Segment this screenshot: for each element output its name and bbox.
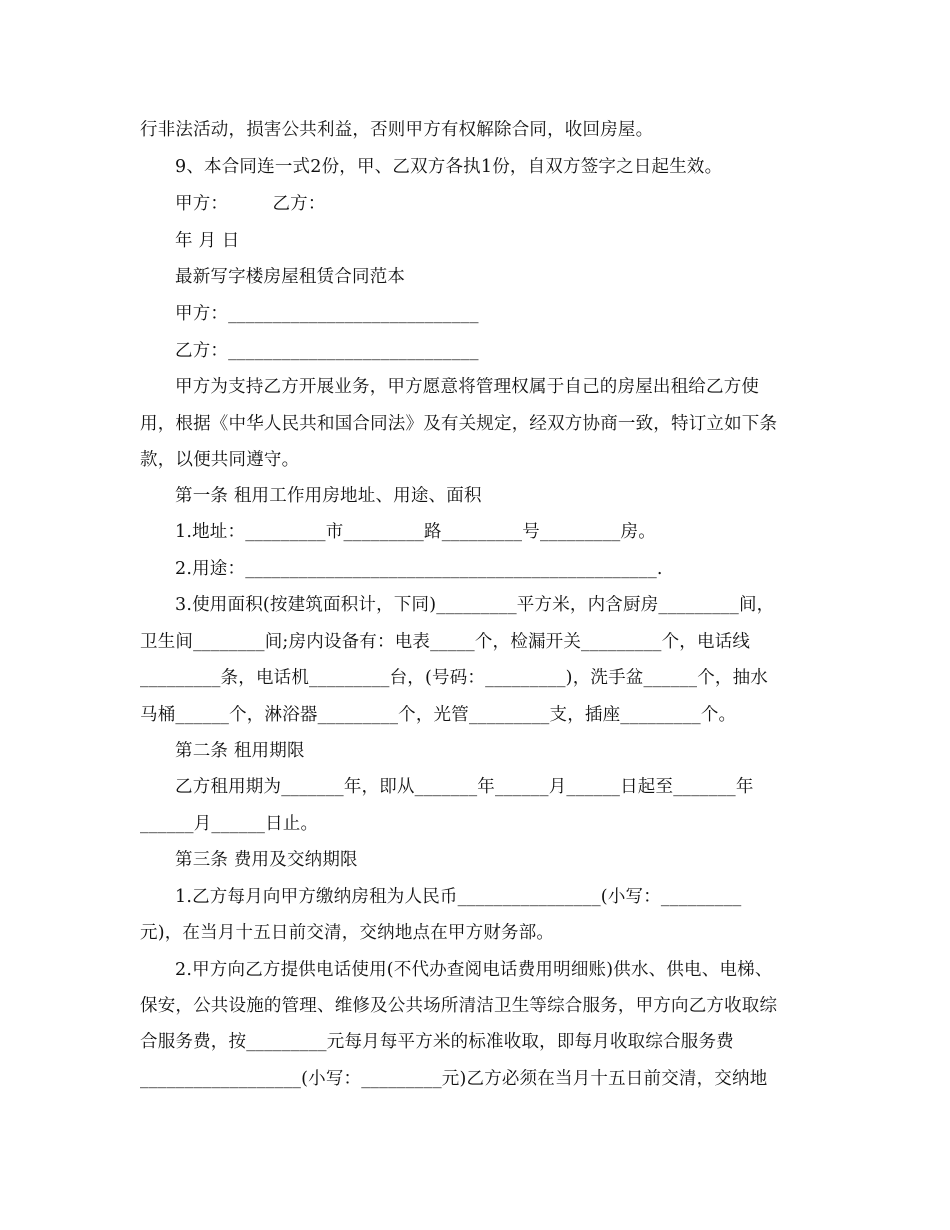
text-line: __________________(小写：_________元)乙方必须在当月十五日前交清，交纳地 [140,1069,768,1089]
text-line: 卫生间________间;房内设备有：电表_____个，检漏开关_________个，电话线 [140,632,751,652]
text-line: 行非法活动，损害公共利益，否则甲方有权解除合同，收回房屋。 [140,120,654,140]
document-title: 最新写字楼房屋租赁合同范本 [175,267,406,287]
text-line: ______月______日止。 [140,814,319,834]
text-line: 3.使用面积(按建筑面积计，下同)_________平方米，内含厨房_________间， [175,595,775,615]
article-1-heading: 第一条 租用工作用房地址、用途、面积 [175,486,482,506]
purpose-field: 2.用途：______________________________________________. [175,559,663,579]
party-b-field: 乙方：____________________________ [175,341,479,361]
article-3-heading: 第三条 费用及交纳期限 [175,850,358,870]
address-field: 1.地址：_________市_________路_________号_________房。 [175,522,656,542]
text-line: 用，根据《中华人民共和国合同法》及有关规定，经双方协商一致，特订立如下条 [140,414,778,434]
text-line: 保安，公共设施的管理、维修及公共场所清洁卫生等综合服务，甲方向乙方收取综 [140,996,778,1016]
article-2-heading: 第二条 租用期限 [175,741,305,761]
text-line: 款，以便共同遵守。 [140,450,300,470]
signature-parties: 甲方： 乙方： [175,194,326,214]
text-line: 乙方租用期为_______年，即从_______年______月______日起至_______年 [175,777,754,797]
text-line: 元)，在当月十五日前交清，交纳地点在甲方财务部。 [140,923,555,943]
party-a-field: 甲方：____________________________ [175,304,479,324]
text-line: 合服务费，按_________元每月每平方米的标准收取，即每月收取综合服务费 [140,1032,734,1052]
text-line: 甲方为支持乙方开展业务，甲方愿意将管理权属于自己的房屋出租给乙方使 [175,377,760,397]
clause-9: 9、本合同连一式2份，甲、乙双方各执1份，自双方签字之日起生效。 [175,157,723,177]
text-line: 1.乙方每月向甲方缴纳房租为人民币________________(小写：_________ [175,887,742,907]
text-line: 马桶______个，淋浴器_________个，光管_________支，插座_________个。 [140,705,737,725]
signature-date: 年 月 日 [175,231,240,251]
text-line: _________条，电话机_________台，(号码：_________)，洗手盆______个，抽水 [140,668,769,688]
text-line: 2.甲方向乙方提供电话使用(不代办查阅电话费用明细账)供水、供电、电梯、 [175,960,773,980]
